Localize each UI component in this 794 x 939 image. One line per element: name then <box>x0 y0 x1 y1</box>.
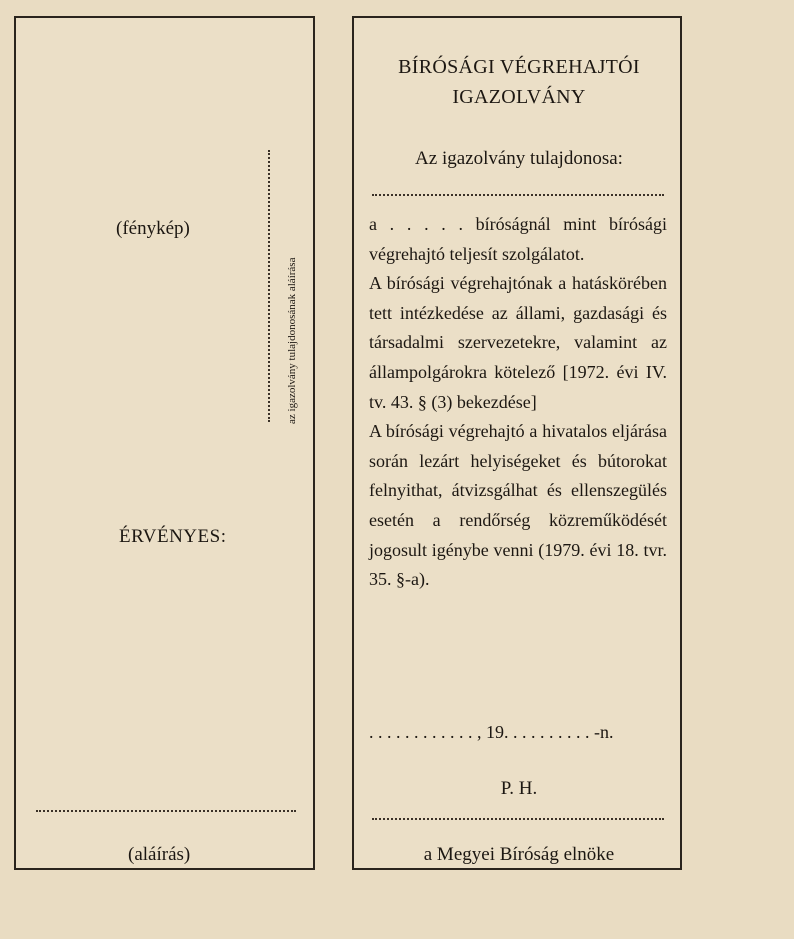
left-card-photo-side <box>14 16 315 870</box>
photo-placeholder-label: (fénykép) <box>116 218 190 239</box>
title-line-2: IGAZOLVÁNY <box>452 86 586 108</box>
legal-text <box>369 210 667 595</box>
president-signature-dotted-line <box>372 818 664 820</box>
owner-signature-dotted-line <box>268 150 284 422</box>
id-card-title <box>354 52 684 112</box>
owner-name-dotted-line <box>372 194 664 196</box>
owner-label: Az igazolvány tulajdonosa: <box>415 148 623 169</box>
stamp-place-label: P. H. <box>500 778 538 799</box>
owner-signature-vertical-label: az igazolvány tulajdonosának aláírása <box>286 257 298 424</box>
signature-dotted-line <box>36 810 296 812</box>
valid-label: ÉRVÉNYES: <box>119 526 227 547</box>
date-line: . . . . . . . . . . . . , 19. . . . . . . . . . -n. <box>369 722 614 742</box>
court-president-label: a Megyei Bíróság elnöke <box>423 844 615 865</box>
signature-label: (aláírás) <box>128 844 191 865</box>
service-paragraph: a . . . . . bíróságnál mint bírósági végrehajtó teljesít szolgálatot. <box>369 214 667 264</box>
title-line-1: BÍRÓSÁGI VÉGREHAJTÓI <box>398 56 640 78</box>
authority-paragraph: A bírósági végrehajtónak a hatáskörében tett intézkedése az állami, gazdasági és társadalmi szervezetekre, valamint az állampolgárokra kötelező [1972. évi IV. tv. 43. § (3) bekezdése] <box>369 273 667 412</box>
powers-paragraph: A bírósági végrehajtó a hivatalos eljárása során lezárt helyiségeket és bútorokat felnyithat, átvizsgálhat és ellenszegülés esetén a rendőrség közreműködését jogosult igénybe venni (1979. évi 18. tvr. 35. §-a). <box>369 421 667 590</box>
right-card-text-side <box>352 16 682 870</box>
